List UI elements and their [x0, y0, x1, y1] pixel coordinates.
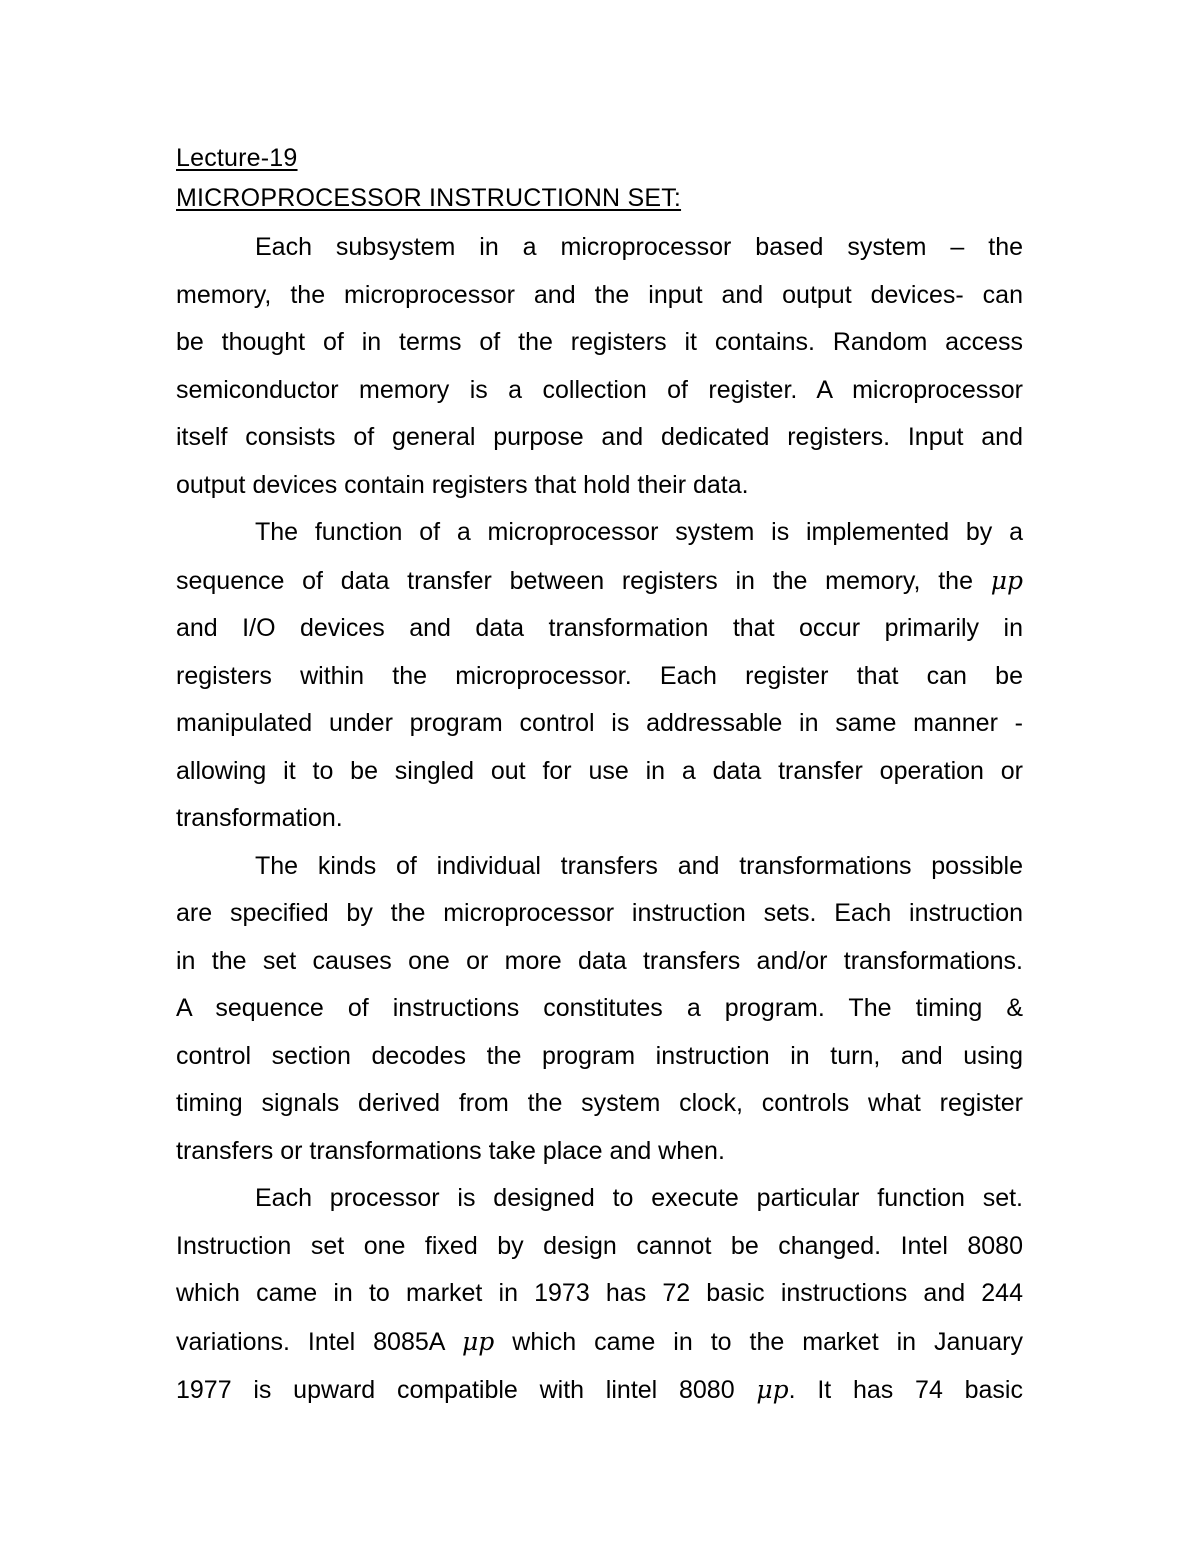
text-line: allowing it to be singled out for use in a data transfer operation or: [176, 756, 1023, 785]
micro-p-symbol: μp: [990, 565, 1023, 595]
text-line: variations. Intel 8085A μp which came in to the market in January: [176, 1326, 1023, 1356]
text-line: transformation.: [176, 804, 343, 832]
text-line: manipulated under program control is addressable in same manner -: [176, 709, 1023, 737]
text-line: Instruction set one fixed by design cannot be changed. Intel 8080: [176, 1231, 1023, 1260]
text-line: in the set causes one or more data transfers and/or transformations.: [176, 946, 1023, 975]
text-line: Each processor is designed to execute particular function set.: [255, 1184, 1023, 1212]
text-line: be thought of in terms of the registers it contains. Random access: [176, 328, 1023, 356]
text-line: which came in to market in 1973 has 72 basic instructions and 244: [176, 1279, 1023, 1307]
lecture-heading: Lecture-19: [176, 144, 298, 172]
text-line: A sequence of instructions constitutes a program. The timing &: [176, 994, 1023, 1022]
text-line: The function of a microprocessor system is implemented by a: [255, 518, 1023, 546]
text-line: sequence of data transfer between registers in the memory, the μp: [176, 565, 1023, 595]
text-line: 1977 is upward compatible with lintel 8080 μp. It has 74 basic: [176, 1375, 1023, 1404]
text-line: are specified by the microprocessor instruction sets. Each instruction: [176, 899, 1023, 927]
text-line: The kinds of individual transfers and transformations possible: [255, 851, 1023, 880]
text-line: and I/O devices and data transformation that occur primarily in: [176, 614, 1023, 642]
paragraph-transfers: [176, 843, 1023, 1176]
text-line: timing signals derived from the system clock, controls what register: [176, 1089, 1023, 1117]
text-line: transfers or transformations take place and when.: [176, 1136, 725, 1165]
paragraph-subsystems: [176, 224, 1023, 509]
text-line: itself consists of general purpose and dedicated registers. Input and: [176, 423, 1023, 451]
paragraph-instruction-set: [176, 1175, 1023, 1415]
text-line: Each subsystem in a microprocessor based system – the: [255, 233, 1023, 261]
text-line: control section decodes the program instruction in turn, and using: [176, 1041, 1023, 1070]
section-heading: MICROPROCESSOR INSTRUCTIONN SET:: [176, 184, 682, 212]
micro-p-symbol: μp: [756, 1375, 789, 1404]
text-line: semiconductor memory is a collection of register. A microprocessor: [176, 375, 1023, 404]
text-line: registers within the microprocessor. Each register that can be: [176, 661, 1023, 690]
text-line: memory, the microprocessor and the input and output devices- can: [176, 280, 1023, 309]
text-line: output devices contain registers that hold their data.: [176, 470, 749, 499]
micro-p-symbol: μp: [462, 1326, 495, 1356]
document-page: [176, 138, 1023, 1415]
paragraph-function: [176, 509, 1023, 843]
